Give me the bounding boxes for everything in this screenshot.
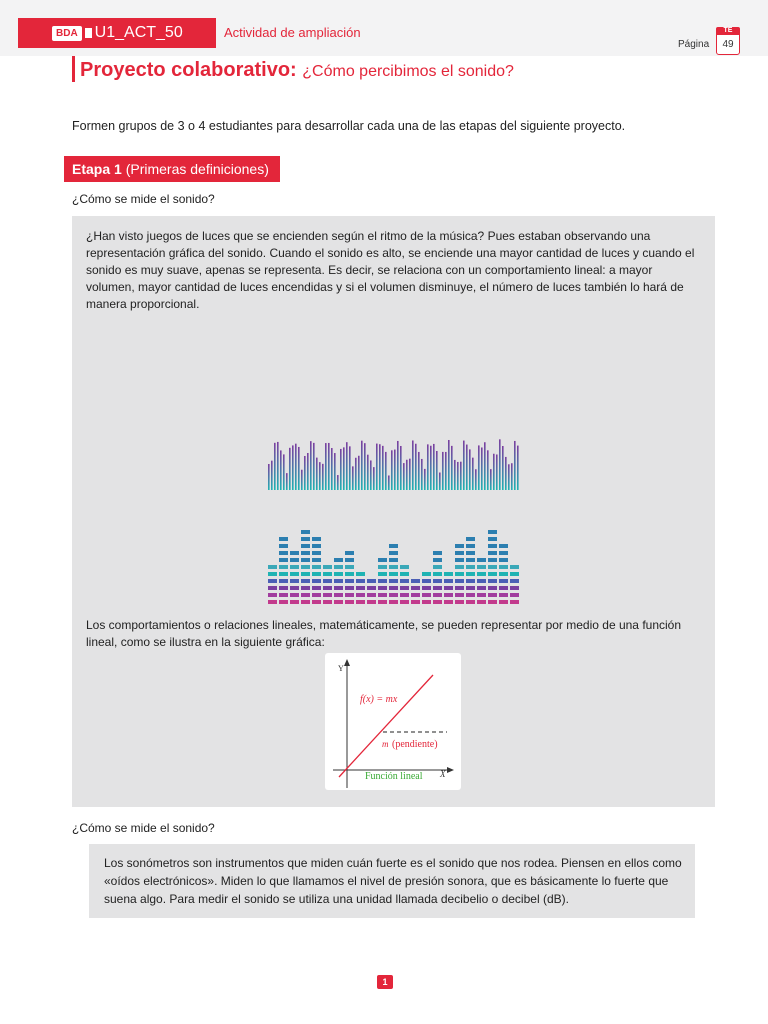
equalizer-bar (331, 448, 333, 490)
equalizer-bar (484, 442, 486, 490)
equalizer-bar (310, 441, 312, 490)
equalizer-bar (508, 464, 510, 490)
equalizer-bar (361, 441, 363, 490)
equalizer-block (290, 551, 299, 555)
equalizer-bar (298, 447, 300, 490)
equalizer-block (466, 586, 475, 590)
activity-type: Actividad de ampliación (224, 25, 361, 40)
equalizer-bar (490, 469, 492, 490)
equalizer-bar (295, 444, 297, 490)
equalizer-block (290, 565, 299, 569)
stage-label: Etapa 1 (72, 161, 122, 177)
equalizer-block (312, 558, 321, 562)
equalizer-block (488, 544, 497, 548)
equalizer-block (268, 593, 277, 597)
equalizer-block (477, 593, 486, 597)
equalizer-bar (451, 446, 453, 490)
equalizer-bar (274, 443, 276, 490)
equalizer-block (279, 579, 288, 583)
equalizer-block (367, 579, 376, 583)
equalizer-block (312, 544, 321, 548)
equalizer-block (378, 586, 387, 590)
equalizer-block (433, 586, 442, 590)
slope-variable: m (382, 739, 389, 749)
equalizer-block (466, 600, 475, 604)
equalizer-block (400, 600, 409, 604)
equalizer-block (323, 586, 332, 590)
equalizer-block (488, 586, 497, 590)
equalizer-block (290, 579, 299, 583)
equalizer-bar (346, 442, 348, 490)
equalizer-bar (457, 462, 459, 490)
equalizer-block (477, 565, 486, 569)
page-number-box (716, 27, 740, 55)
page-title (80, 59, 514, 82)
equalizer-block (312, 537, 321, 541)
equalizer-bar (406, 460, 408, 490)
equalizer-bar (379, 444, 381, 490)
equalizer-block (323, 572, 332, 576)
equalizer-block (510, 565, 519, 569)
equalizer-block (389, 572, 398, 576)
equalizer-block (345, 572, 354, 576)
equalizer-block (400, 593, 409, 597)
paragraph-3: Los sonómetros son instrumentos que miden cuán fuerte es el sonido que nos rodea. Piensen en ellos como «oídos electrónicos». Miden lo que llamamos el nivel de presión sonora, que es básicamente lo fuerte que suena algo. Para medir el sonido se utiliza una unidad llamada decibelio o decibel (dB). (104, 856, 682, 906)
equalizer-block (356, 572, 365, 576)
equalizer-block (334, 572, 343, 576)
title-sub: ¿Cómo percibimos el sonido? (302, 63, 514, 80)
equalizer-bar (316, 458, 318, 490)
equalizer-bar (397, 441, 399, 490)
equalizer-block (323, 565, 332, 569)
equalizer-block (455, 600, 464, 604)
equalizer-block (345, 565, 354, 569)
equalizer-bar (325, 443, 327, 490)
equalizer-bar (280, 450, 282, 490)
equalizer-bar (454, 460, 456, 490)
equalizer-bar (352, 466, 354, 490)
equalizer-block (301, 579, 310, 583)
equalizer-block (301, 593, 310, 597)
equalizer-block (334, 600, 343, 604)
equalizer-bar (277, 442, 279, 490)
paragraph-2: Los comportamientos o relaciones lineales, matemáticamente, se pueden representar por medio de una función lineal, como se ilustra en la siguiente gráfica: (86, 618, 682, 649)
equalizer-block (510, 586, 519, 590)
equalizer-block (323, 593, 332, 597)
equalizer-bar (448, 440, 450, 490)
equalizer-block (279, 600, 288, 604)
equalizer-block (312, 551, 321, 555)
equalizer-block (389, 593, 398, 597)
equalizer-block (301, 544, 310, 548)
equalizer-bar (511, 463, 513, 490)
equalizer-bar (292, 445, 294, 490)
equalizer-block (378, 558, 387, 562)
equalizer-bar (349, 446, 351, 490)
equalizer-block (477, 586, 486, 590)
equalizer-bar (460, 462, 462, 490)
equalizer-bar (382, 446, 384, 490)
equalizer-block (279, 565, 288, 569)
equalizer-block (411, 586, 420, 590)
equalizer-block (488, 537, 497, 541)
equalizer-bar (436, 451, 438, 490)
equalizer-bar (469, 449, 471, 490)
equalizer-block (477, 600, 486, 604)
equalizer-bar (514, 441, 516, 490)
equalizer-block (499, 558, 508, 562)
equalizer-block (499, 600, 508, 604)
equalizer-block (488, 565, 497, 569)
equalizer-block (301, 551, 310, 555)
equalizer-bar (487, 450, 489, 490)
equalizer-block (367, 600, 376, 604)
equalizer-block (356, 593, 365, 597)
equalizer-block (389, 600, 398, 604)
equalizer-block (444, 572, 453, 576)
equalizer-bar (388, 475, 390, 490)
page-number: 49 (722, 39, 734, 50)
equalizer-block (356, 579, 365, 583)
equalizer-block (268, 565, 277, 569)
equalizer-bar (400, 446, 402, 490)
intro-text: Formen grupos de 3 o 4 estudiantes para desarrollar cada una de las etapas del siguiente proyecto. (72, 119, 626, 133)
equalizer-block (312, 593, 321, 597)
equalizer-bar (391, 450, 393, 490)
equalizer-bar (367, 455, 369, 490)
equalizer-block (488, 558, 497, 562)
equalizer-block (466, 551, 475, 555)
equalizer-block (455, 544, 464, 548)
equalizer-bar (301, 470, 303, 490)
equalizer-block (422, 600, 431, 604)
question-heading-1: ¿Cómo se mide el sonido? (72, 192, 215, 206)
equalizer-bar (412, 440, 414, 490)
function-line (339, 675, 433, 777)
equalizer-block (367, 586, 376, 590)
equalizer-bar (502, 446, 504, 490)
equalizer-block (444, 586, 453, 590)
equalizer-block (466, 593, 475, 597)
equalizer-block (345, 593, 354, 597)
equalizer-block (400, 572, 409, 576)
equalizer-block (433, 565, 442, 569)
equalizer-block (433, 579, 442, 583)
equalizer-bar (439, 473, 441, 490)
equalizer-bar (343, 447, 345, 490)
equalizer-block (389, 586, 398, 590)
equalizer-bar (385, 452, 387, 490)
question-heading-2: ¿Cómo se mide el sonido? (72, 821, 215, 835)
equalizer-block (499, 586, 508, 590)
equalizer-block (268, 572, 277, 576)
equalizer-block (433, 551, 442, 555)
equalizer-bar (472, 458, 474, 490)
equalizer-block (323, 579, 332, 583)
equalizer-block (279, 593, 288, 597)
equalizer-block (455, 572, 464, 576)
equalizer-block (499, 544, 508, 548)
equalizer-block (279, 586, 288, 590)
equalizer-block (510, 572, 519, 576)
equalizer-block (334, 565, 343, 569)
equalizer-block (312, 572, 321, 576)
equalizer-block (488, 593, 497, 597)
equalizer-bar (421, 459, 423, 490)
equalizer-bar (409, 459, 411, 490)
equalizer-block (356, 600, 365, 604)
equalizer-bar (466, 445, 468, 490)
equalizer-bar (481, 447, 483, 490)
equalizer-block (488, 530, 497, 534)
equalizer-bar (340, 449, 342, 490)
activity-code: U1_ACT_50 (94, 24, 183, 41)
equalizer-block (279, 572, 288, 576)
equalizer-block (290, 558, 299, 562)
bda-badge: BDA (52, 26, 82, 41)
linear-function-plot (325, 653, 461, 790)
equalizer-block (389, 558, 398, 562)
equalizer-block (499, 551, 508, 555)
equalizer-block (345, 551, 354, 555)
equalizer-bar (403, 463, 405, 490)
activity-code-tab (18, 18, 216, 48)
equalizer-block (422, 579, 431, 583)
equalizer-block (455, 551, 464, 555)
equalizer-block (477, 579, 486, 583)
equalizer-bar (463, 441, 465, 490)
equalizer-bar (430, 446, 432, 490)
title-main: Proyecto colaborativo: (80, 59, 297, 81)
equalizer-block (334, 586, 343, 590)
equalizer-bar (433, 444, 435, 490)
equalizer-block (301, 558, 310, 562)
equalizer-block (455, 593, 464, 597)
equalizer-block (389, 544, 398, 548)
equalizer-block (378, 600, 387, 604)
equalizer-bar (505, 457, 507, 490)
equalizer-bar (373, 467, 375, 490)
equalizer-block (411, 593, 420, 597)
equalizer-bar (334, 453, 336, 490)
equalizer-block (389, 565, 398, 569)
equalizer-block (345, 600, 354, 604)
equalizer-block (444, 579, 453, 583)
equalizer-block (499, 579, 508, 583)
equalizer-block (400, 586, 409, 590)
equalizer-bar (475, 469, 477, 490)
equalizer-bar (478, 445, 480, 490)
equalizer-bar (322, 464, 324, 490)
equalizer-block (345, 586, 354, 590)
equalizer-block (279, 551, 288, 555)
graph-caption: Función lineal (365, 771, 423, 782)
equalizer-block (466, 572, 475, 576)
equalizer-block (268, 586, 277, 590)
equalizer-bar (445, 452, 447, 490)
equalizer-bar (307, 453, 309, 490)
equalizer-bar (268, 464, 270, 490)
equalizer-block (301, 565, 310, 569)
equalizer-block (488, 551, 497, 555)
equalizer-bar (499, 439, 501, 490)
equalizer-block (290, 593, 299, 597)
equalizer-bar (517, 446, 519, 490)
equalizer-block (312, 600, 321, 604)
equalizer-block (433, 600, 442, 604)
equalizer-block (312, 579, 321, 583)
equalizer-block (301, 572, 310, 576)
equalizer-block (367, 593, 376, 597)
equalizer-bar (394, 450, 396, 490)
equalizer-block (411, 600, 420, 604)
equalizer-block (488, 572, 497, 576)
equalizer-block (290, 572, 299, 576)
equalizer-block (510, 579, 519, 583)
equalizer-block (466, 558, 475, 562)
equalizer-bar (304, 456, 306, 490)
stage-heading (64, 156, 280, 182)
equalizer-block (499, 572, 508, 576)
badge-separator-icon (85, 28, 92, 38)
equalizer-block (279, 558, 288, 562)
equalizer-block (301, 537, 310, 541)
equalizer-block (466, 544, 475, 548)
equalizer-block (389, 579, 398, 583)
equalizer-block (510, 593, 519, 597)
equalizer-bar (376, 444, 378, 490)
equalizer-bar (364, 443, 366, 490)
equalizer-block (356, 586, 365, 590)
equalizer-block (455, 565, 464, 569)
equalizer-block (301, 586, 310, 590)
equalizer-bars-illustration (264, 428, 520, 492)
equalizer-block (400, 579, 409, 583)
equalizer-block (389, 551, 398, 555)
equalizer-block (378, 579, 387, 583)
equalizer-bar (337, 475, 339, 490)
equalizer-block (301, 600, 310, 604)
equalizer-block (334, 558, 343, 562)
function-label: f(x) = mx (360, 694, 398, 705)
equalizer-bar (355, 458, 357, 490)
footer-page-number: 1 (377, 975, 393, 989)
equalizer-block (499, 565, 508, 569)
equalizer-block (444, 600, 453, 604)
paragraph-1: ¿Han visto juegos de luces que se encienden según el ritmo de la música? Pues estaban observando una representación gráfica del sonido. Cuando el sonido es alto, se enciende una mayor cantidad de luces y cuando el sonido es muy suave, apenas se representa. Es decir, se relaciona con un comportamiento lineal: a mayor volumen, mayor cantidad de luces encendidas y si el volumen disminuye, el número de luces también lo hará de manera proporcional. (86, 229, 695, 311)
te-badge: TE (716, 27, 740, 35)
equalizer-block (334, 593, 343, 597)
equalizer-block (499, 593, 508, 597)
equalizer-block (466, 565, 475, 569)
equalizer-blocks-illustration (266, 500, 528, 606)
equalizer-block (345, 558, 354, 562)
equalizer-bar (418, 452, 420, 490)
stage-title: (Primeras definiciones) (125, 161, 269, 177)
equalizer-block (510, 600, 519, 604)
equalizer-block (279, 544, 288, 548)
equalizer-block (268, 579, 277, 583)
linear-function-graph (325, 653, 461, 790)
equalizer-bar (328, 443, 330, 490)
sound-waveform-illustration (255, 316, 530, 412)
equalizer-bar (358, 456, 360, 490)
equalizer-block (455, 579, 464, 583)
equalizer-block (312, 586, 321, 590)
x-axis-label: X (440, 769, 446, 779)
y-axis-label: Y (338, 664, 344, 673)
equalizer-block (422, 586, 431, 590)
equalizer-block (444, 593, 453, 597)
equalizer-bar (313, 443, 315, 490)
equalizer-block (334, 579, 343, 583)
equalizer-block (433, 558, 442, 562)
equalizer-bar (493, 454, 495, 490)
equalizer-block (455, 586, 464, 590)
equalizer-block (488, 579, 497, 583)
equalizer-block (290, 586, 299, 590)
equalizer-block (378, 593, 387, 597)
equalizer-block (279, 537, 288, 541)
equalizer-bar (415, 444, 417, 490)
page-label: Página (678, 39, 710, 50)
equalizer-block (378, 572, 387, 576)
equalizer-block (345, 579, 354, 583)
equalizer-bar (289, 448, 291, 490)
equalizer-block (466, 537, 475, 541)
equalizer-block (290, 600, 299, 604)
equalizer-block (455, 558, 464, 562)
equalizer-bar (442, 452, 444, 490)
equalizer-block (477, 572, 486, 576)
equalizer-block (312, 565, 321, 569)
equalizer-block (422, 572, 431, 576)
equalizer-block (466, 579, 475, 583)
equalizer-block (323, 600, 332, 604)
equalizer-block (433, 572, 442, 576)
equalizer-bar (283, 454, 285, 490)
equalizer-bar (319, 462, 321, 490)
equalizer-block (411, 579, 420, 583)
equalizer-bar (286, 473, 288, 490)
equalizer-bar (370, 460, 372, 490)
equalizer-block (433, 593, 442, 597)
equalizer-block (477, 558, 486, 562)
equalizer-block (301, 530, 310, 534)
equalizer-bar (496, 454, 498, 490)
title-accent-bar (72, 56, 75, 82)
slope-label: (pendiente) (392, 739, 438, 750)
equalizer-block (378, 565, 387, 569)
equalizer-block (268, 600, 277, 604)
equalizer-bar (424, 469, 426, 490)
equalizer-block (400, 565, 409, 569)
equalizer-block (488, 600, 497, 604)
equalizer-block (422, 593, 431, 597)
equalizer-bar (271, 461, 273, 490)
equalizer-bar (427, 444, 429, 490)
